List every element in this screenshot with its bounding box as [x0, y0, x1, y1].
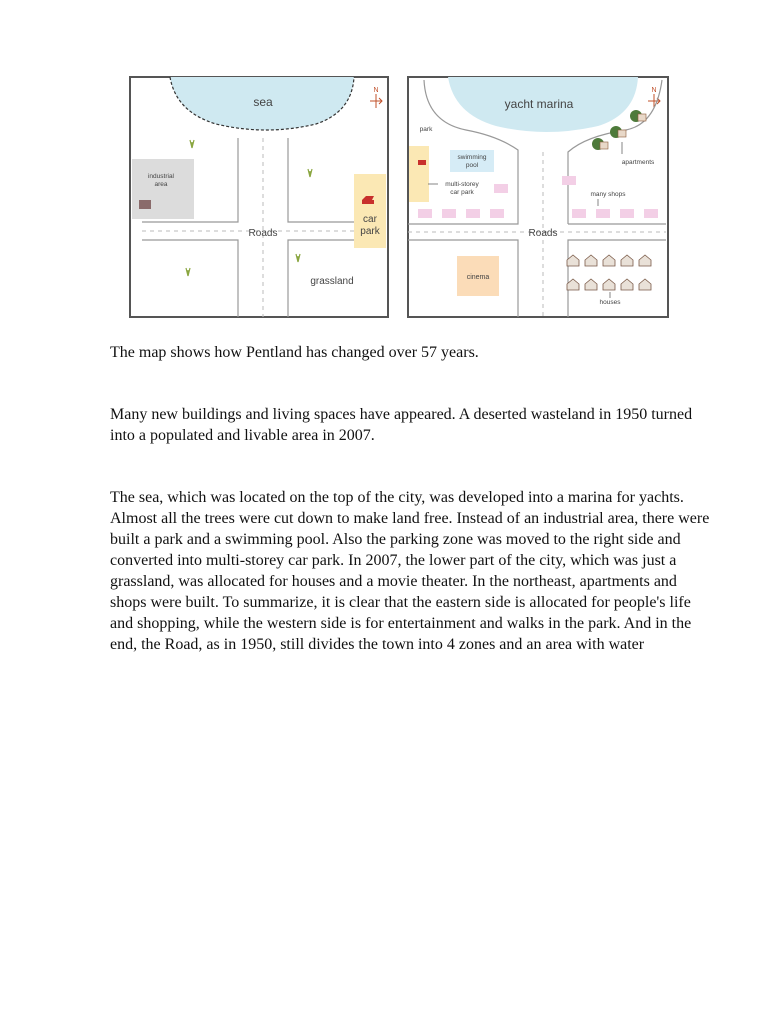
car-park-label-2: park: [360, 226, 380, 237]
pool-label-1: swimming: [457, 154, 487, 161]
cinema-label: cinema: [466, 274, 490, 281]
industrial-area: [132, 159, 194, 219]
paragraph-2: Many new buildings and living spaces have appeared. A deserted wasteland in 1950 turned into a populated and livable area in 2007.: [110, 406, 693, 444]
map-before: [130, 77, 388, 317]
multi-storey-car-park: [409, 146, 429, 202]
industrial-label-1: industrial: [147, 173, 175, 180]
paragraph-1: The map shows how Pentland has changed over 57 years.: [110, 344, 479, 361]
multi-storey-label-1: multi-storey: [445, 181, 479, 188]
apartments-label: apartments: [621, 159, 655, 166]
north-label-after: N: [651, 87, 657, 94]
car-icon: [418, 160, 426, 165]
north-label-before: N: [373, 87, 379, 94]
car-park-label-1: car: [363, 214, 377, 225]
houses-label: houses: [599, 299, 621, 306]
sea-label: sea: [253, 95, 273, 109]
industrial-label-2: area: [154, 181, 168, 188]
pool-label-2: pool: [465, 162, 479, 169]
marina-label: yacht marina: [504, 97, 574, 111]
map-after: [408, 77, 668, 317]
roads-label-after: Roads: [528, 228, 558, 239]
roads-label-before: Roads: [248, 228, 278, 239]
factory-icon: [139, 200, 151, 209]
park-label: park: [419, 126, 433, 133]
shops-label: many shops: [590, 191, 626, 198]
maps-svg: [126, 72, 688, 328]
pentland-maps-figure: [126, 72, 688, 328]
grassland-label: grassland: [310, 276, 354, 287]
paragraph-3: The sea, which was located on the top of the city, was developed into a marina for yachts. Almost all the trees were cut down to make land free. Instead of an industrial area, there were built a park and a swimming pool. Also the parking zone was moved to the right side and converted into multi-storey car park. In 2007, the lower part of the city, which was just a grassland, was allocated for houses and a movie theater. In the northeast, apartments and shops were built. To summarize, it is clear that the eastern side is allocated for people's life and shopping, while the western side is for entertainment and walks in the park. And in the end, the Road, as in 1950, still divides the town into 4 zones and an area with water: [110, 489, 710, 653]
multi-storey-label-2: car park: [450, 189, 474, 196]
